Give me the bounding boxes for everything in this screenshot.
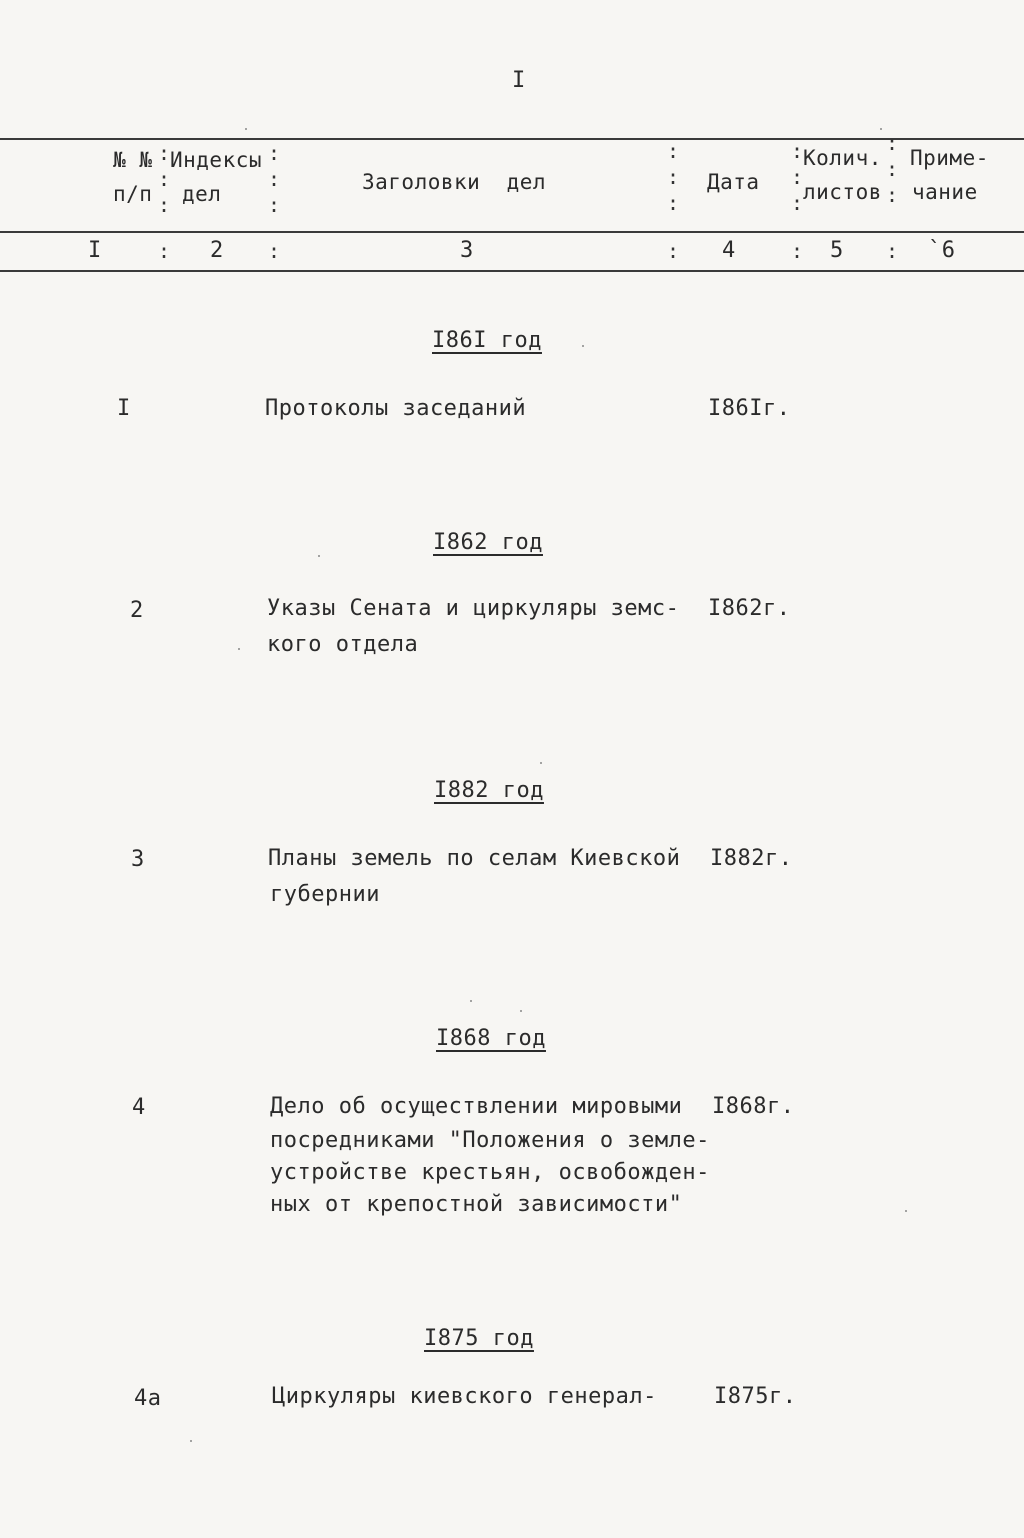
entry-date: I875г. xyxy=(714,1384,797,1409)
entry-date: I882г. xyxy=(710,846,793,871)
column-number-1: I xyxy=(88,238,102,263)
entry-title-line: устройстве крестьян, освобожден- xyxy=(270,1160,710,1185)
header-col2-line1: Индексы xyxy=(170,148,263,172)
number-row-separator-4: : xyxy=(791,239,804,263)
entry-number: 2 xyxy=(130,598,144,623)
entry-date: I868г. xyxy=(712,1094,795,1119)
entry-title-line: кого отдела xyxy=(267,632,419,657)
scan-speck xyxy=(238,648,240,650)
header-separator-4: : : : xyxy=(791,139,804,215)
header-col1-line2: п/п xyxy=(113,182,153,206)
header-col5-line1: Колич. xyxy=(803,146,882,170)
scan-speck xyxy=(540,762,542,764)
year-heading: I862 год xyxy=(433,530,543,555)
scan-speck xyxy=(318,555,320,557)
scan-speck xyxy=(582,345,584,347)
year-heading: I875 год xyxy=(424,1326,534,1351)
entry-title-line: Дело об осуществлении мировыми xyxy=(270,1094,683,1119)
scan-speck xyxy=(245,128,247,130)
column-number-3: 3 xyxy=(460,238,474,263)
entry-title-line: Указы Сената и циркуляры земс- xyxy=(267,596,680,621)
scan-speck xyxy=(470,1000,472,1002)
entry-number: 3 xyxy=(131,847,145,872)
entry-title-line: ных от крепостной зависимости" xyxy=(270,1192,683,1217)
page-number: I xyxy=(512,68,526,93)
header-bottom-rule xyxy=(0,270,1024,272)
header-col1-line1: № № xyxy=(113,148,153,172)
column-number-5: 5 xyxy=(830,238,844,263)
header-col6-line1: Приме- xyxy=(910,146,989,170)
scan-speck xyxy=(190,1440,192,1442)
header-col5-line2: листов xyxy=(803,180,882,204)
entry-number: 4 xyxy=(132,1095,146,1120)
column-number-6: `6 xyxy=(928,238,956,263)
header-top-rule xyxy=(0,138,1024,140)
number-row-separator-3: : xyxy=(667,239,680,263)
entry-title-line: Планы земель по селам Киевской xyxy=(268,846,681,871)
entry-title-line: губернии xyxy=(270,882,380,907)
header-col6-line2: чание xyxy=(912,180,978,204)
column-number-2: 2 xyxy=(210,238,224,263)
year-heading: I882 год xyxy=(434,778,544,803)
number-row-separator-5: : xyxy=(886,239,899,263)
entry-title-line: Циркуляры киевского генерал- xyxy=(272,1384,657,1409)
entry-title-line: посредниками "Положения о земле- xyxy=(270,1128,710,1153)
entry-title-line: Протоколы заседаний xyxy=(265,396,527,421)
scan-speck xyxy=(905,1210,907,1212)
header-col3: Заголовки дел xyxy=(362,170,547,194)
number-row-separator-1: : xyxy=(158,239,171,263)
header-separator-3: : : : xyxy=(667,139,680,215)
entry-date: I86Iг. xyxy=(708,396,791,421)
header-separator-5: : : : xyxy=(886,131,899,207)
entry-date: I862г. xyxy=(708,596,791,621)
year-heading: I868 год xyxy=(436,1026,546,1051)
scan-speck xyxy=(520,1010,522,1012)
year-heading: I86I год xyxy=(432,328,542,353)
entry-number: 4а xyxy=(134,1386,162,1411)
header-separator-2: : : : xyxy=(268,141,281,217)
scan-speck xyxy=(880,128,882,130)
header-col4: Дата xyxy=(707,170,760,194)
column-number-4: 4 xyxy=(722,238,736,263)
number-row-separator-2: : xyxy=(268,239,281,263)
header-col2-line2: дел xyxy=(182,182,222,206)
header-separator-1: : : : xyxy=(158,141,171,217)
entry-number: I xyxy=(117,396,131,421)
header-middle-rule xyxy=(0,231,1024,233)
